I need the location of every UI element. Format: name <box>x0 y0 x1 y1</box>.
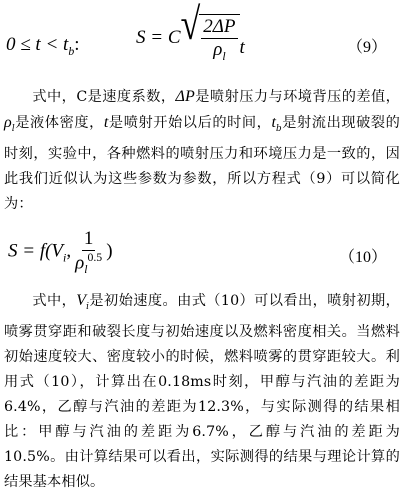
equation-10-number: （10） <box>338 249 387 266</box>
equation-9 <box>0 0 403 72</box>
sqrt-sign: √ $\frac{2\Delta P}{\rho_l}$ <box>181 14 240 63</box>
paragraph-1-text: 式中，C是速度系数，ΔP是喷射压力与环境背压的差值，$\rho_l$是液体密度，t是喷射开始以后的时间，$t_b$是射流出现破裂的时刻，实验中，各种燃料的喷射压力和环境压力是一致的，因此我们近似认为这些参数为参数，所以方程式（9）可以简化为： <box>4 88 401 212</box>
equation-9-fraction: $\frac{2\Delta P}{\rho_l}$ <box>203 16 236 63</box>
equation-10-body: $S = f(V_i$, $\frac{1}{\rho_l^{0.5}}$ ) <box>8 228 113 276</box>
equation-10-fraction: $\frac{1}{\rho_l^{0.5}}$ <box>75 228 103 276</box>
paragraph-2 <box>4 288 400 495</box>
paragraph-1 <box>4 84 400 217</box>
equation-9-condition: $0 \le t < t_b$: <box>6 34 80 58</box>
paragraph-2-text: 式中，$V_i$是初始速度。由式（10）可以看出，喷射初期，喷雾贯穿距和破裂长度与初始速度以及燃料密度相关。当燃料初始速度较大、密度较小的时候，燃料喷雾的贯穿距较大。利用式（10），计算出在0.18ms时刻，甲醇与汽油的差距为6.4%，乙醇与汽油的差距为12.3%，与实际测得的结果相比：甲醇与汽油的差距为6.7%，乙醇与汽油的差距为10.5%。由计算结果可以看出，实际测得的结果与理论计算的结果基本相似。 <box>4 292 401 490</box>
equation-9-lhs: S = C <box>136 26 181 48</box>
equation-9-number: （9） <box>346 39 387 56</box>
equation-9-body: S = C √ $\frac{2\Delta P}{\rho_l}$ t <box>136 0 245 63</box>
equation-10 <box>0 224 403 280</box>
